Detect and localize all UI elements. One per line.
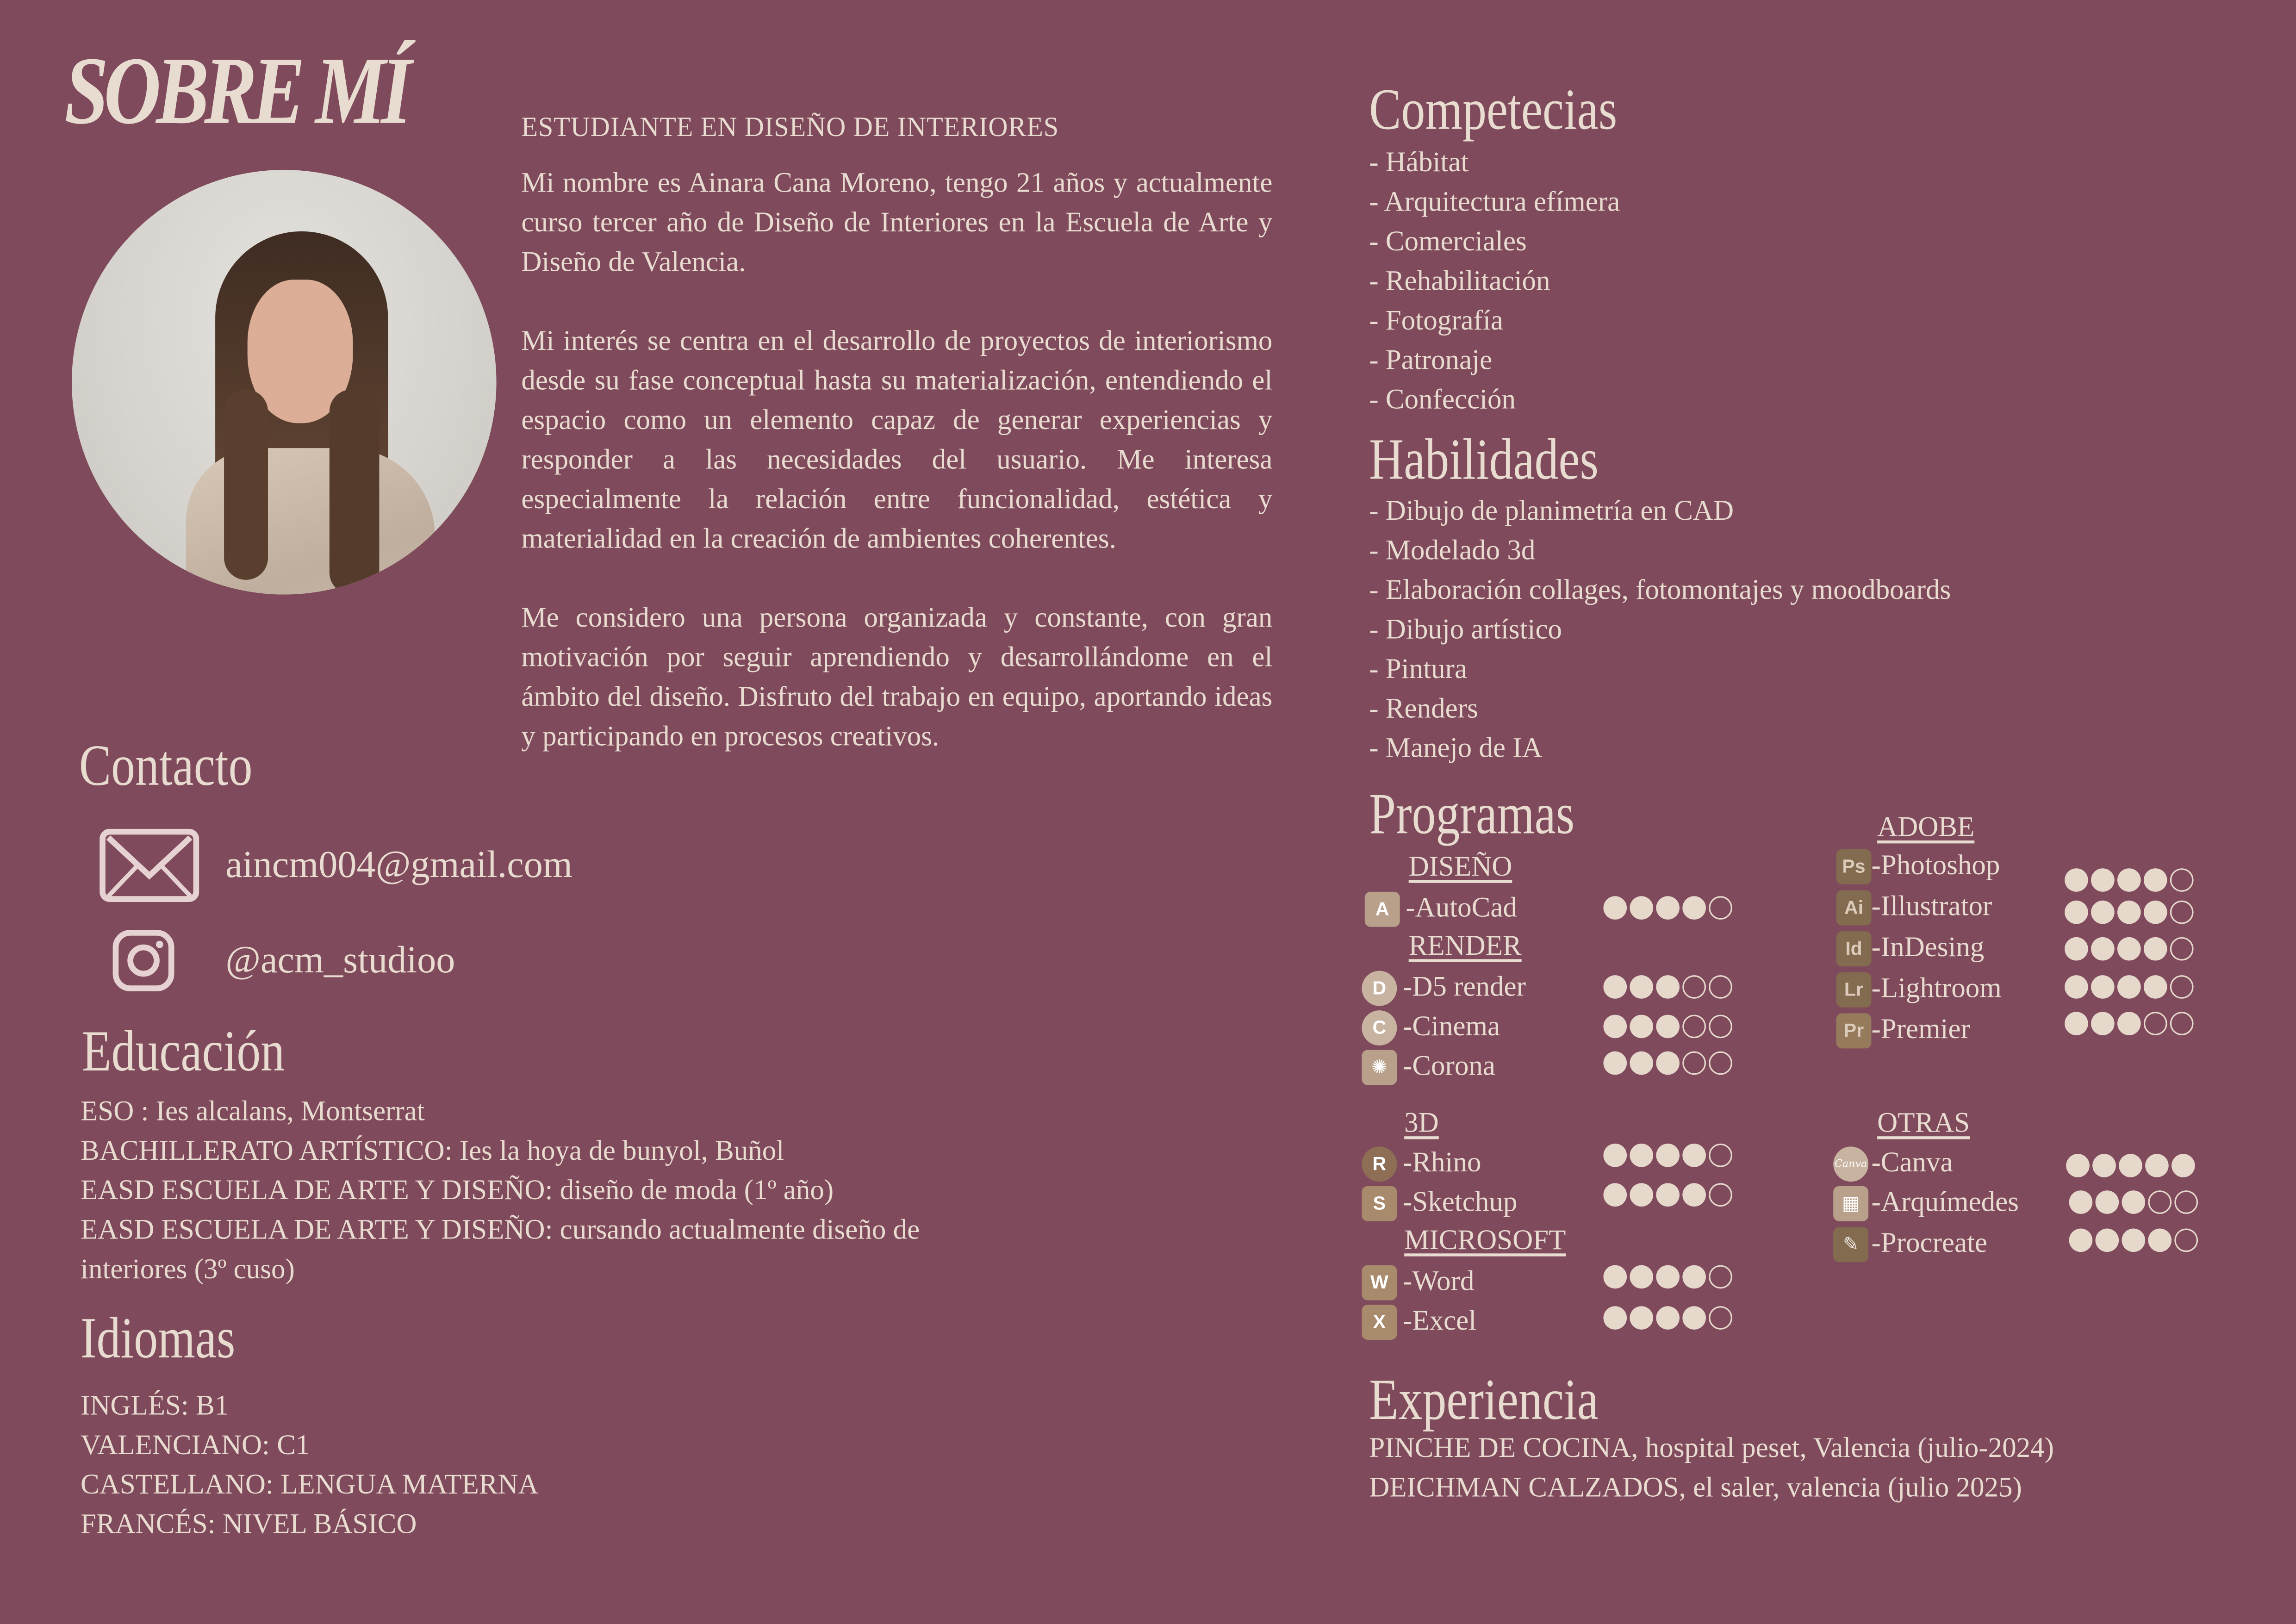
rating-dot-filled	[2117, 901, 2141, 924]
group-label-microsoft: MICROSOFT	[1404, 1226, 1566, 1257]
skill-rating	[1603, 1052, 1732, 1075]
rating-dot-filled	[2117, 975, 2141, 999]
rating-dot-filled	[2119, 1154, 2142, 1177]
rating-dot-filled	[1630, 896, 1653, 920]
rating-dot-filled	[1630, 1306, 1653, 1330]
program-canva	[1833, 1144, 1953, 1183]
rating-dot-filled	[1682, 896, 1706, 920]
skill-rating	[1603, 1183, 1732, 1207]
skill-rating	[2065, 1012, 2193, 1035]
rating-dot-filled	[1630, 1183, 1653, 1207]
rating-dot-empty	[2148, 1190, 2172, 1214]
rating-dot-filled	[2065, 1012, 2088, 1035]
rating-dot-filled	[2069, 1190, 2093, 1214]
photoshop-icon: Ps	[1836, 848, 1872, 884]
education-heading: Educación	[82, 1017, 285, 1084]
skill-rating	[2069, 1229, 2198, 1252]
program-procreate	[1833, 1224, 1987, 1263]
program-name: -Lightroom	[1871, 973, 2002, 1004]
rating-dot-empty	[1682, 975, 1706, 999]
program-lightroom	[1836, 970, 2002, 1009]
rating-dot-filled	[2144, 901, 2167, 924]
habilidad-item: - Pintura	[1369, 654, 1468, 685]
program-premiere	[1836, 1010, 1970, 1050]
education-list	[81, 1092, 920, 1290]
language-item: VALENCIANO: C1	[81, 1431, 310, 1462]
competencias-list	[1369, 143, 1620, 420]
rating-dot-filled	[1630, 975, 1653, 999]
skill-rating	[2066, 1154, 2195, 1177]
program-rhino	[1362, 1144, 1481, 1183]
rating-dot-filled	[2091, 937, 2115, 961]
language-item: INGLÉS: B1	[81, 1391, 229, 1422]
rating-dot-empty	[1709, 1265, 1732, 1289]
rating-dot-filled	[2091, 901, 2115, 924]
rating-dot-filled	[1603, 1015, 1627, 1039]
program-name: -Premier	[1871, 1014, 1970, 1045]
photo-hair-left	[224, 390, 268, 580]
sketchup-icon: S	[1362, 1185, 1397, 1220]
bio-paragraph: Mi nombre es Ainara Cana Moreno, tengo 21 años y actualmente curso tercer año de Diseño de Interiores en la Escuela de Arte y Diseño de Valencia.	[521, 168, 1273, 279]
skill-rating	[2065, 901, 2193, 924]
program-sketchup	[1362, 1183, 1517, 1222]
rating-dot-filled	[2065, 975, 2088, 999]
education-item: EASD ESCUELA DE ARTE Y DISEÑO: diseño de moda (1º año)	[81, 1176, 834, 1207]
program-name: -Excel	[1403, 1305, 1477, 1337]
rating-dot-filled	[1630, 1052, 1653, 1075]
rating-dot-filled	[1656, 1015, 1680, 1039]
language-item: FRANCÉS: NIVEL BÁSICO	[81, 1509, 417, 1541]
skill-rating	[2065, 975, 2193, 999]
rating-dot-empty	[1709, 896, 1732, 920]
rating-dot-filled	[2065, 937, 2088, 961]
rating-dot-filled	[2092, 1154, 2116, 1177]
education-item: interiores (3º cuso)	[81, 1255, 295, 1286]
education-item: BACHILLERATO ARTÍSTICO: Ies la hoya de bunyol, Buñol	[81, 1136, 784, 1167]
rating-dot-filled	[2144, 868, 2167, 892]
rating-dot-filled	[1656, 1144, 1680, 1167]
rating-dot-filled	[2145, 1154, 2169, 1177]
program-excel	[1362, 1302, 1476, 1341]
skill-rating	[2065, 868, 2193, 892]
autocad-icon: A	[1365, 891, 1400, 926]
habilidad-item: - Dibujo de planimetría en CAD	[1369, 496, 1734, 528]
cinema4d-icon: C	[1362, 1010, 1397, 1045]
programas-heading: Programas	[1369, 780, 1575, 846]
program-name: -D5 render	[1403, 971, 1526, 1002]
rating-dot-filled	[2117, 937, 2141, 961]
rating-dot-empty	[1709, 1306, 1732, 1330]
group-label-3d: 3D	[1404, 1108, 1439, 1139]
rating-dot-filled	[2117, 868, 2141, 892]
rating-dot-filled	[2117, 1012, 2141, 1035]
procreate-icon: ✎	[1833, 1226, 1868, 1262]
rating-dot-filled	[1603, 1265, 1627, 1289]
rating-dot-empty	[2170, 1012, 2194, 1035]
program-cinema	[1362, 1008, 1500, 1047]
competencia-item: - Rehabilitación	[1369, 266, 1550, 298]
lightroom-icon: Lr	[1836, 971, 1872, 1007]
rating-dot-filled	[2096, 1229, 2119, 1252]
program-name: -Illustrator	[1871, 891, 1992, 922]
rating-dot-filled	[2065, 868, 2088, 892]
program-name: -Photoshop	[1871, 850, 2000, 881]
rating-dot-filled	[1603, 1144, 1627, 1167]
word-icon: W	[1362, 1264, 1397, 1300]
habilidad-item: - Modelado 3d	[1369, 535, 1536, 567]
bio-paragraph: Mi interés se centra en el desarrollo de proyectos de interiorismo desde su fase conceptual hasta su materialización, entendiendo el espacio como un elemento capaz de generar experiencias y responder a las necesidades del usuario. Me interesa especialmente la relación entre funcionalidad, estética y materialidad en la creación de ambientes coherentes.	[521, 326, 1273, 555]
competencia-item: - Patronaje	[1369, 345, 1493, 377]
program-name: -Arquímedes	[1871, 1187, 2019, 1218]
rating-dot-filled	[2144, 975, 2167, 999]
habilidades-list	[1369, 492, 1951, 769]
rating-dot-filled	[2172, 1154, 2195, 1177]
skill-rating	[2065, 937, 2193, 961]
skill-rating	[1603, 1015, 1732, 1039]
rhino-icon: R	[1362, 1146, 1397, 1181]
rating-dot-filled	[1682, 1144, 1706, 1167]
rating-dot-filled	[1682, 1265, 1706, 1289]
program-name: -Canva	[1871, 1147, 1953, 1178]
rating-dot-filled	[2122, 1190, 2145, 1214]
rating-dot-empty	[2174, 1190, 2198, 1214]
competencia-item: - Fotografía	[1369, 306, 1503, 337]
rating-dot-empty	[1709, 975, 1732, 999]
rating-dot-empty	[2170, 937, 2194, 961]
rating-dot-empty	[2144, 1012, 2167, 1035]
habilidad-item: - Manejo de IA	[1369, 734, 1543, 765]
program-name: -InDesing	[1871, 932, 1985, 963]
rating-dot-filled	[1656, 896, 1680, 920]
program-d5-render	[1362, 968, 1526, 1007]
rating-dot-empty	[1682, 1052, 1706, 1075]
premiere-icon: Pr	[1836, 1013, 1872, 1048]
rating-dot-filled	[2091, 868, 2115, 892]
rating-dot-filled	[1682, 1183, 1706, 1207]
rating-dot-filled	[2096, 1190, 2119, 1214]
program-corona	[1362, 1047, 1495, 1086]
rating-dot-empty	[1709, 1015, 1732, 1039]
rating-dot-empty	[1709, 1183, 1732, 1207]
program-name: -Cinema	[1403, 1011, 1500, 1042]
photo-shirt	[186, 448, 435, 594]
rating-dot-filled	[2065, 901, 2088, 924]
rating-dot-empty	[1709, 1052, 1732, 1075]
rating-dot-filled	[1603, 975, 1627, 999]
illustrator-icon: Ai	[1836, 890, 1872, 925]
program-name: -Rhino	[1403, 1147, 1481, 1178]
bio-paragraph: Me considero una persona organizada y constante, con gran motivación por seguir aprendiendo y desarrollándome en el ámbito del diseño. Disfruto del trabajo en equipo, aportando ideas y participando en procesos creativos.	[521, 603, 1273, 753]
program-name: -Word	[1403, 1266, 1475, 1297]
contact-instagram[interactable]	[111, 928, 455, 993]
instagram-icon	[111, 928, 175, 993]
group-label-render: RENDER	[1408, 931, 1522, 962]
skill-rating	[1603, 1306, 1732, 1330]
program-autocad	[1365, 889, 1517, 928]
contact-heading: Contacto	[79, 732, 253, 798]
contact-email[interactable]	[100, 829, 572, 902]
education-item: ESO : Ies alcalans, Montserrat	[81, 1096, 425, 1128]
competencia-item: - Arquitectura efímera	[1369, 187, 1620, 218]
program-name: -Procreate	[1871, 1227, 1988, 1259]
rating-dot-empty	[1682, 1015, 1706, 1039]
skill-rating	[2069, 1190, 2198, 1214]
rating-dot-filled	[1656, 1052, 1680, 1075]
group-label-adobe: ADOBE	[1877, 812, 1975, 844]
program-word	[1362, 1262, 1474, 1301]
rating-dot-filled	[2144, 937, 2167, 961]
rating-dot-filled	[1656, 1183, 1680, 1207]
skill-rating	[1603, 1144, 1732, 1167]
rating-dot-filled	[2066, 1154, 2090, 1177]
competencia-item: - Hábitat	[1369, 148, 1469, 179]
languages-heading: Idiomas	[81, 1305, 236, 1371]
rating-dot-empty	[1709, 1144, 1732, 1167]
rating-dot-empty	[2170, 975, 2194, 999]
arquimedes-icon: ▦	[1833, 1185, 1868, 1220]
rating-dot-filled	[1603, 1183, 1627, 1207]
rating-dot-empty	[2170, 868, 2194, 892]
competencia-item: - Confección	[1369, 385, 1516, 416]
rating-dot-filled	[1630, 1144, 1653, 1167]
corona-icon: ✺	[1362, 1049, 1397, 1084]
rating-dot-filled	[1682, 1306, 1706, 1330]
skill-rating	[1603, 975, 1732, 999]
program-illustrator	[1836, 887, 1992, 927]
program-indesign	[1836, 928, 1985, 968]
indesign-icon: Id	[1836, 931, 1872, 966]
canva-icon: Canva	[1833, 1146, 1868, 1181]
d5-render-icon: D	[1362, 970, 1397, 1005]
job-subtitle: ESTUDIANTE EN DISEÑO DE INTERIORES	[521, 112, 1059, 144]
experiencia-heading: Experiencia	[1369, 1366, 1599, 1432]
group-label-otras: OTRAS	[1877, 1108, 1970, 1139]
rating-dot-filled	[1630, 1265, 1653, 1289]
program-name: -Corona	[1403, 1051, 1495, 1082]
education-item: EASD ESCUELA DE ARTE Y DISEÑO: cursando actualmente diseño de	[81, 1215, 920, 1246]
program-name: -Sketchup	[1403, 1187, 1518, 1218]
rating-dot-filled	[2148, 1229, 2172, 1252]
habilidades-heading: Habilidades	[1369, 426, 1599, 492]
rating-dot-filled	[1630, 1015, 1653, 1039]
rating-dot-empty	[2174, 1229, 2198, 1252]
languages-list	[81, 1387, 539, 1545]
habilidad-item: - Elaboración collages, fotomontajes y moodboards	[1369, 575, 1951, 606]
experiencia-list	[1369, 1429, 2054, 1508]
experiencia-item: PINCHE DE COCINA, hospital peset, Valencia (julio-2024)	[1369, 1433, 2054, 1464]
page-title: SOBRE MÍ	[64, 38, 407, 145]
skill-rating	[1603, 1265, 1732, 1289]
group-label-diseno: DISEÑO	[1408, 852, 1512, 883]
rating-dot-filled	[1603, 1306, 1627, 1330]
rating-dot-filled	[1603, 1052, 1627, 1075]
email-link[interactable]: aincm004@gmail.com	[225, 843, 572, 886]
rating-dot-filled	[2069, 1229, 2093, 1252]
envelope-icon	[100, 829, 199, 902]
rating-dot-filled	[1656, 975, 1680, 999]
program-arquimedes	[1833, 1183, 2019, 1222]
rating-dot-filled	[1656, 1265, 1680, 1289]
profile-photo	[72, 170, 497, 595]
excel-icon: X	[1362, 1304, 1397, 1339]
rating-dot-filled	[1656, 1306, 1680, 1330]
language-item: CASTELLANO: LENGUA MATERNA	[81, 1470, 539, 1501]
competencias-heading: Competecias	[1369, 76, 1618, 142]
photo-hair-right	[330, 390, 380, 595]
rating-dot-empty	[2170, 901, 2194, 924]
rating-dot-filled	[2091, 975, 2115, 999]
program-photoshop	[1836, 846, 2000, 886]
program-name: -AutoCad	[1406, 892, 1517, 923]
skill-rating	[1603, 896, 1732, 920]
rating-dot-filled	[1603, 896, 1627, 920]
habilidad-item: - Dibujo artístico	[1369, 615, 1562, 646]
experiencia-item: DEICHMAN CALZADOS, el saler, valencia (julio 2025)	[1369, 1473, 2022, 1504]
rating-dot-filled	[2122, 1229, 2145, 1252]
instagram-handle[interactable]: @acm_studioo	[225, 939, 455, 981]
habilidad-item: - Renders	[1369, 694, 1478, 725]
competencia-item: - Comerciales	[1369, 227, 1527, 258]
rating-dot-filled	[2091, 1012, 2115, 1035]
bio	[521, 164, 1272, 796]
